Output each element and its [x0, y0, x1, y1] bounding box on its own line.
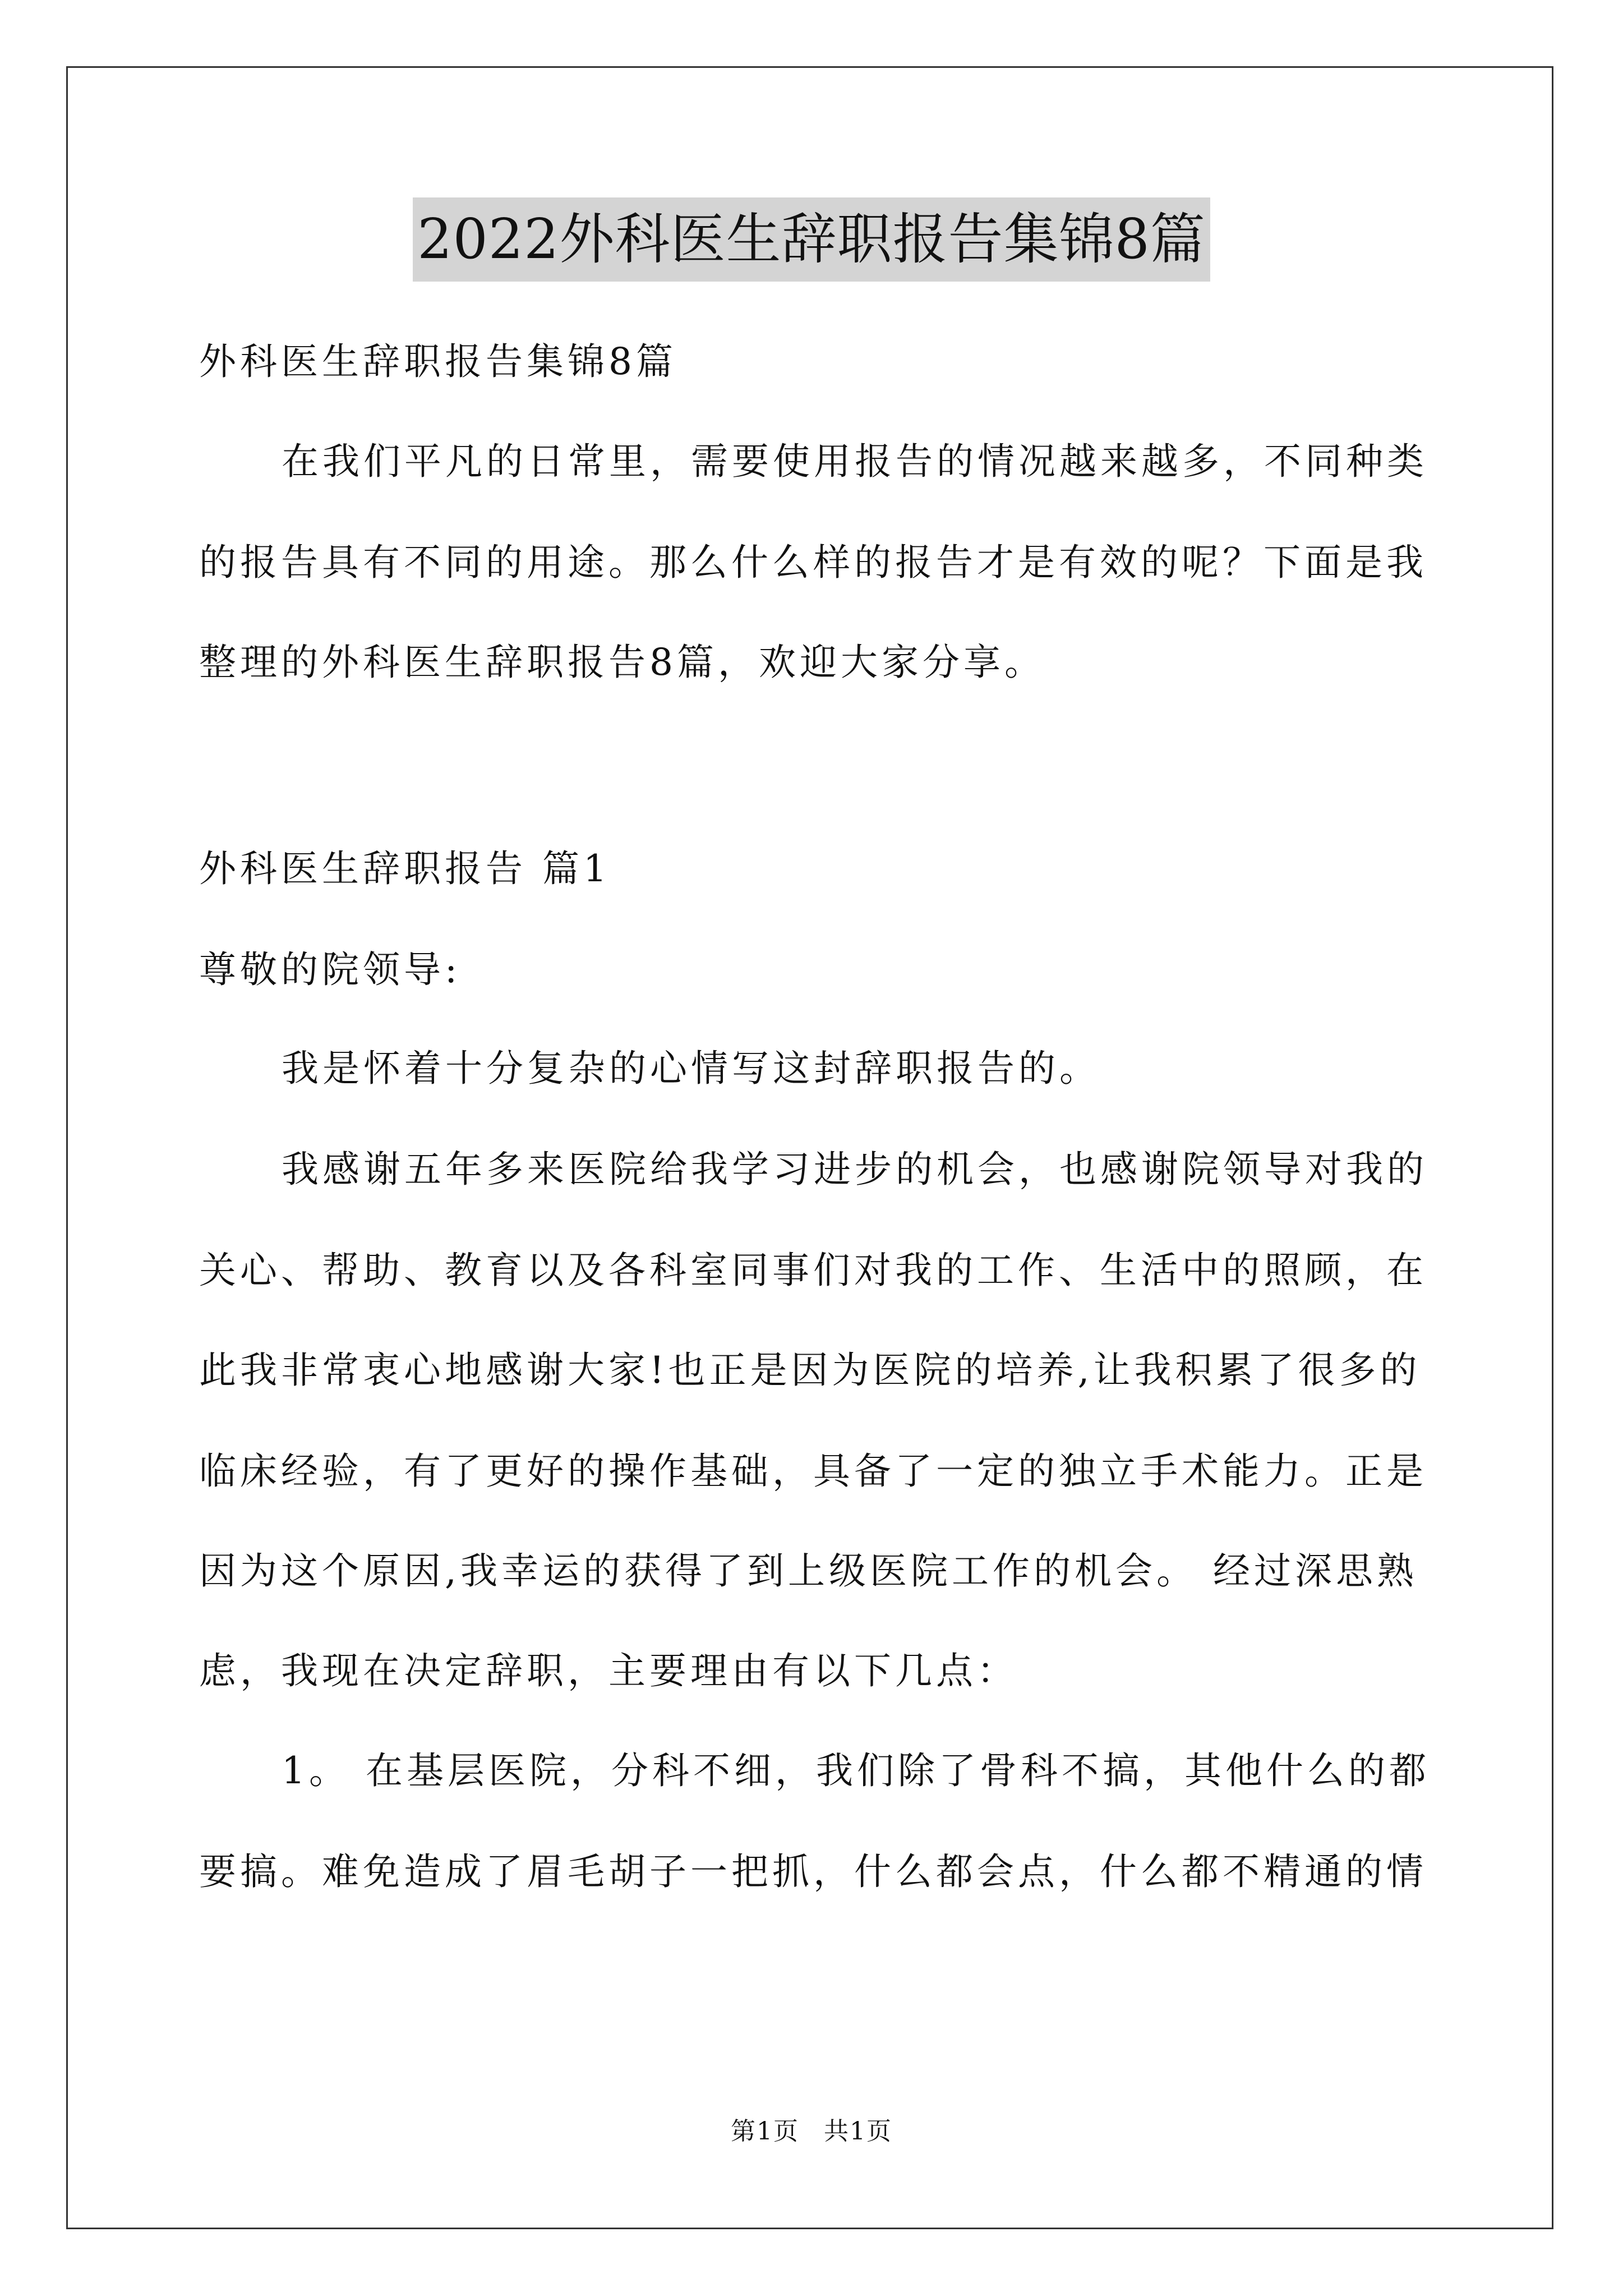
- document-title: 2022外科医生辞职报告集锦8篇: [413, 197, 1210, 282]
- document-subtitle: 外科医生辞职报告集锦8篇: [199, 340, 677, 383]
- paragraph-3-line-2: 要搞。难免造成了眉毛胡子一把抓，什么都会点，什么都不精通的情: [199, 1850, 1427, 1893]
- salutation: 尊敬的院领导:: [199, 948, 462, 991]
- paragraph-3-line-1: 1。 在基层医院，分科不细，我们除了骨科不搞，其他什么的都: [282, 1749, 1430, 1792]
- intro-line-1: 在我们平凡的日常里，需要使用报告的情况越来越多，不同种类: [282, 440, 1428, 483]
- paragraph-1: 我是怀着十分复杂的心情写这封辞职报告的。: [282, 1047, 1100, 1090]
- intro-line-3: 整理的外科医生辞职报告8篇，欢迎大家分享。: [199, 641, 1045, 684]
- page-total: 共1页: [824, 2117, 892, 2146]
- intro-line-2: 的报告具有不同的用途。那么什么样的报告才是有效的呢？下面是我: [199, 541, 1427, 584]
- paragraph-2-line-3: 此我非常衷心地感谢大家!也正是因为医院的培养,让我积累了很多的: [199, 1349, 1421, 1392]
- page-footer: [0, 2115, 1623, 2148]
- title-container: [0, 197, 1623, 282]
- section-heading: 外科医生辞职报告 篇1: [199, 847, 611, 890]
- paragraph-2-line-4: 临床经验，有了更好的操作基础，具备了一定的独立手术能力。正是: [199, 1450, 1427, 1493]
- paragraph-2-line-1: 我感谢五年多来医院给我学习进步的机会，也感谢院领导对我的: [282, 1148, 1428, 1191]
- paragraph-2-line-2: 关心、帮助、教育以及各科室同事们对我的工作、生活中的照顾，在: [199, 1249, 1427, 1292]
- page-number: 第1页: [731, 2117, 799, 2146]
- paragraph-2-line-5: 因为这个原因,我幸运的获得了到上级医院工作的机会。 经过深思熟: [199, 1549, 1418, 1593]
- paragraph-2-line-6: 虑，我现在决定辞职，主要理由有以下几点：: [199, 1649, 1018, 1692]
